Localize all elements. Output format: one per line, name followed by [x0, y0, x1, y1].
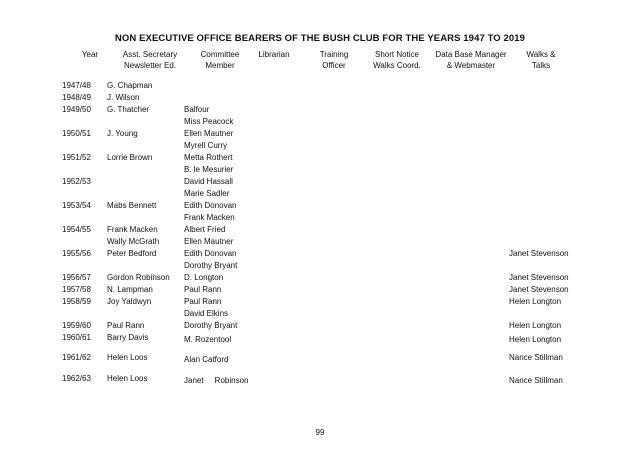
cell-committee: Paul Rann [184, 297, 222, 306]
cell-year: 1950/51 [62, 129, 91, 138]
cell-committee: D. Longton [184, 273, 224, 282]
cell-committee: Albert Fried [184, 225, 226, 234]
cell-year: 1955/56 [62, 249, 91, 258]
cell-secretary: Helen Loos [107, 374, 148, 383]
cell-year: 1961/62 [62, 353, 91, 362]
header-year: Year [81, 50, 99, 59]
cell-year: 1958/59 [62, 297, 91, 306]
cell-committee: M. Rozentool [184, 335, 232, 344]
cell-committee: Ellen Mautner [184, 237, 234, 246]
cell-committee: Edith Donovan [184, 249, 237, 258]
cell-committee: Marie Sadler [184, 189, 230, 198]
cell-year: 1952/53 [62, 177, 91, 186]
header-database-manager: Data Base Manager & Webmaster [435, 50, 507, 70]
cell-secretary: Peter Bedford [107, 249, 157, 258]
cell-committee: David Hassall [184, 177, 233, 186]
cell-secretary: Frank Macken [107, 225, 158, 234]
cell-committee: Dorothy Bryant [184, 261, 238, 270]
cell-year: 1957/58 [62, 285, 91, 294]
cell-committee: Edith Donovan [184, 201, 237, 210]
cell-year: 1959/60 [62, 321, 91, 330]
cell-committee: Dorothy Bryant [184, 321, 238, 330]
cell-secretary: Paul Rann [107, 321, 145, 330]
cell-committee: Alan Catford [184, 355, 229, 364]
cell-year: 1948/49 [62, 93, 91, 102]
cell-secretary: J. Wilson [107, 93, 140, 102]
cell-secretary: Gordon Robinson [107, 273, 170, 282]
cell-secretary: N. Lampman [107, 285, 153, 294]
cell-secretary: Barry Davis [107, 333, 149, 342]
cell-committee: B. le Mesurier [184, 165, 234, 174]
cell-year: 1962/63 [62, 374, 91, 383]
cell-year: 1960/61 [62, 333, 91, 342]
cell-secretary: Helen Loos [107, 353, 148, 362]
cell-committee: Balfour [184, 105, 210, 114]
header-asst-secretary: Asst. Secretary Newsletter Ed. [122, 50, 178, 70]
cell-walks: Helen Longton [509, 335, 562, 344]
cell-secretary: Mabs Bennett [107, 201, 157, 210]
cell-committee: Paul Rann [184, 285, 222, 294]
cell-committee: Metta Rothert [184, 153, 233, 162]
cell-secretary: Lorrie Brown [107, 153, 153, 162]
cell-year: 1951/52 [62, 153, 91, 162]
cell-walks: Helen Longton [509, 321, 562, 330]
cell-year: 1956/57 [62, 273, 91, 282]
cell-walks: Janet Stevenson [509, 249, 569, 258]
cell-secretary: Joy Yaldwyn [107, 297, 152, 306]
cell-secretary: Wally McGrath [107, 237, 160, 246]
header-librarian: Librarian [258, 50, 290, 59]
cell-committee: Miss Peacock [184, 117, 234, 126]
cell-walks: Janet Stevenson [509, 285, 569, 294]
cell-committee: Janet Robinson [184, 376, 249, 385]
header-short-notice: Short Notice Walks Coord. [373, 50, 421, 70]
cell-walks: Nance Stillman [509, 376, 563, 385]
cell-secretary: J. Young [107, 129, 138, 138]
cell-committee: David Elkins [184, 309, 229, 318]
cell-year: 1954/55 [62, 225, 91, 234]
page-number: 99 [315, 428, 325, 437]
cell-committee: Frank Macken [184, 213, 235, 222]
cell-committee: Myrell Curry [184, 141, 228, 150]
cell-year: 1949/50 [62, 105, 91, 114]
cell-secretary: G. Thatcher [107, 105, 150, 114]
cell-committee: Ellen Mautner [184, 129, 234, 138]
cell-walks: Janet Stevenson [509, 273, 569, 282]
cell-secretary: G. Chapman [107, 81, 153, 90]
cell-year: 1953/54 [62, 201, 91, 210]
header-walks-talks: Walks & Talks [526, 50, 556, 70]
cell-walks: Helen Longton [509, 297, 562, 306]
header-committee-member: Committee Member [200, 50, 240, 70]
cell-walks: Nance Stillman [509, 353, 563, 362]
cell-year: 1947/48 [62, 81, 91, 90]
page-title: NON EXECUTIVE OFFICE BEARERS OF THE BUSH CLUB FOR THE YEARS 1947 TO 2019 [114, 33, 526, 44]
header-training-officer: Training Officer [319, 50, 349, 70]
